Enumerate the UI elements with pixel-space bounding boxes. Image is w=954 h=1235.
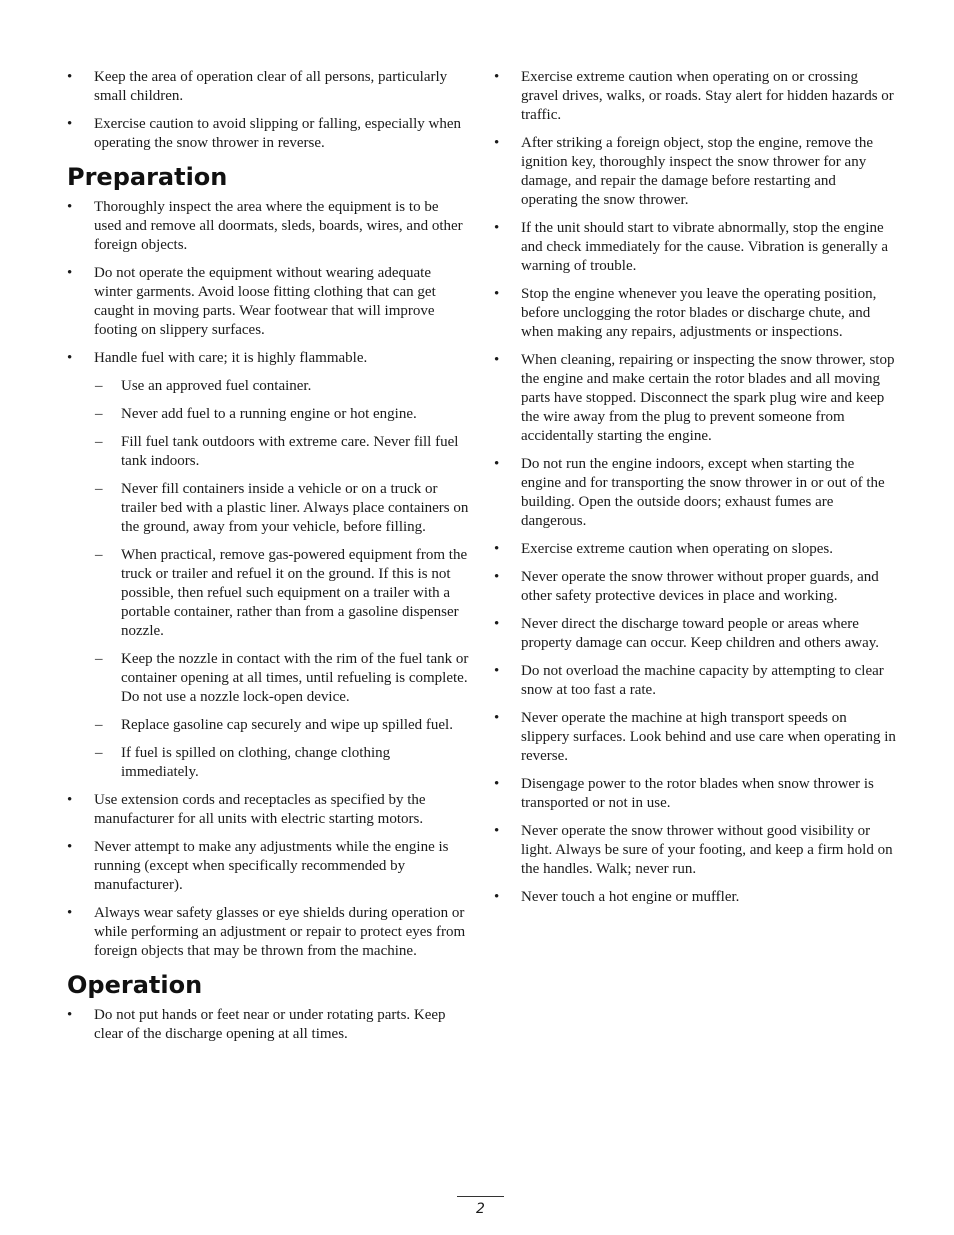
bullet: • [494, 456, 500, 472]
item-text: Do not run the engine indoors, except when starting the engine and for transporting the snow thrower in or out of the building. Open the outside doors; exhaust fumes are dangerous. [521, 456, 885, 529]
bullet: • [494, 823, 500, 839]
sub-list-item [67, 650, 469, 707]
bullet: • [67, 350, 73, 366]
bullet: • [494, 352, 500, 368]
bullet: • [494, 220, 500, 236]
page-number: 2 [457, 1196, 504, 1217]
list-item [67, 838, 469, 895]
item-text: Never operate the machine at high transport speeds on slippery surfaces. Look behind and use care when operating in reverse. [521, 710, 896, 764]
bullet: • [67, 69, 73, 85]
list-item [494, 822, 896, 879]
list-item [494, 134, 896, 210]
item-text: When practical, remove gas-powered equipment from the truck or trailer and refuel it on the ground. If this is not possible, then refuel such equipment on a trailer with a portable container, rather than from a gasoline dispenser nozzle. [121, 547, 468, 639]
item-text: Stop the engine whenever you leave the operating position, before unclogging the rotor blades or discharge chute, and when making any repairs, adjustments or inspections. [521, 286, 877, 340]
bullet: • [67, 792, 73, 808]
item-text: If the unit should start to vibrate abnormally, stop the engine and check immediately for the cause. Vibration is generally a warning of trouble. [521, 220, 889, 274]
item-text: Do not overload the machine capacity by attempting to clear snow at too fast a rate. [521, 663, 884, 698]
item-text: Exercise caution to avoid slipping or falling, especially when operating the snow thrower in reverse. [94, 116, 461, 151]
sub-list-item [67, 744, 469, 782]
bullet: • [67, 905, 73, 921]
item-text: Do not operate the equipment without wearing adequate winter garments. Avoid loose fitting clothing that can get caught in moving parts. Wear footwear that will improve footing on slippery surfaces. [94, 265, 436, 338]
list-item [494, 455, 896, 531]
dash: – [95, 481, 103, 497]
bullet: • [494, 616, 500, 632]
list-item [494, 888, 896, 907]
sub-list-item [67, 716, 469, 735]
item-text: Handle fuel with care; it is highly flammable. [94, 350, 368, 366]
sub-list-item [67, 480, 469, 537]
dash: – [95, 378, 103, 394]
list-item [494, 285, 896, 342]
item-text: Exercise extreme caution when operating on slopes. [521, 541, 833, 557]
sub-list-item [67, 546, 469, 641]
sub-list-item [67, 433, 469, 471]
item-text: Never add fuel to a running engine or hot engine. [121, 406, 417, 422]
bullet: • [494, 135, 500, 151]
item-text: After striking a foreign object, stop the engine, remove the ignition key, thoroughly inspect the snow thrower for any damage, and repair the damage before restarting and operating the snow thrower. [521, 135, 873, 208]
preparation-heading: Preparation [67, 163, 228, 191]
bullet: • [494, 569, 500, 585]
bullet: • [494, 710, 500, 726]
item-text: Fill fuel tank outdoors with extreme care. Never fill fuel tank indoors. [121, 434, 459, 469]
bullet: • [67, 839, 73, 855]
dash: – [95, 547, 103, 563]
list-item [67, 264, 469, 340]
list-item [67, 198, 469, 255]
bullet: • [67, 199, 73, 215]
sub-list-item [67, 405, 469, 424]
left-column [67, 68, 469, 1053]
item-text: Keep the area of operation clear of all persons, particularly small children. [94, 69, 448, 104]
bullet: • [494, 286, 500, 302]
bullet: • [494, 776, 500, 792]
item-text: Thoroughly inspect the area where the equipment is to be used and remove all doormats, sleds, boards, wires, and other foreign objects. [94, 199, 463, 253]
item-text: Use an approved fuel container. [121, 378, 312, 394]
list-item [67, 115, 469, 153]
item-text: Never touch a hot engine or muffler. [521, 889, 740, 905]
item-text: When cleaning, repairing or inspecting the snow thrower, stop the engine and make certain the rotor blades and all moving parts have stopped. Disconnect the spark plug wire and keep the wire away from the plug to prevent someone from accidentally starting the engine. [521, 352, 895, 444]
item-text: Never attempt to make any adjustments while the engine is running (except when specifically recommended by manufacturer). [94, 839, 449, 893]
bullet: • [494, 69, 500, 85]
dash: – [95, 745, 103, 761]
bullet: • [67, 265, 73, 281]
item-text: Never operate the snow thrower without good visibility or light. Always be sure of your footing, and keep a firm hold on the handles. Walk; never run. [521, 823, 893, 877]
dash: – [95, 651, 103, 667]
item-text: Disengage power to the rotor blades when snow thrower is transported or not in use. [521, 776, 874, 811]
item-text: If fuel is spilled on clothing, change clothing immediately. [121, 745, 391, 780]
item-text: Replace gasoline cap securely and wipe up spilled fuel. [121, 717, 453, 733]
list-item [67, 68, 469, 106]
dash: – [95, 406, 103, 422]
list-item [494, 709, 896, 766]
list-item [494, 219, 896, 276]
list-item [67, 791, 469, 829]
item-text: Always wear safety glasses or eye shields during operation or while performing an adjustment or repair to protect eyes from foreign objects that may be thrown from the machine. [94, 905, 466, 959]
list-item [494, 540, 896, 559]
list-item [494, 351, 896, 446]
bullet: • [494, 663, 500, 679]
item-text: Exercise extreme caution when operating on or crossing gravel drives, walks, or roads. Stay alert for hidden hazards or traffic. [521, 69, 894, 123]
bullet: • [494, 889, 500, 905]
item-text: Never fill containers inside a vehicle or on a truck or trailer bed with a plastic liner. Always place containers on the ground, away from your vehicle, before filling. [121, 481, 469, 535]
list-item [494, 662, 896, 700]
list-item [494, 775, 896, 813]
bullet: • [67, 1007, 73, 1023]
item-text: Never direct the discharge toward people or areas where property damage can occur. Keep children and others away. [521, 616, 880, 651]
operation-heading: Operation [67, 971, 203, 999]
list-item [494, 615, 896, 653]
item-text: Keep the nozzle in contact with the rim of the fuel tank or container opening at all times, until refueling is complete. Do not use a nozzle lock-open device. [121, 651, 469, 705]
item-text: Use extension cords and receptacles as specified by the manufacturer for all units with electric starting motors. [94, 792, 426, 827]
right-column [494, 68, 896, 916]
list-item [494, 68, 896, 125]
list-item [67, 904, 469, 961]
dash: – [95, 434, 103, 450]
item-text: Never operate the snow thrower without proper guards, and other safety protective devices in place and working. [521, 569, 879, 604]
bullet: • [494, 541, 500, 557]
list-item [67, 1006, 469, 1044]
list-item [494, 568, 896, 606]
dash: – [95, 717, 103, 733]
bullet: • [67, 116, 73, 132]
list-item [67, 349, 469, 368]
item-text: Do not put hands or feet near or under rotating parts. Keep clear of the discharge opening at all times. [94, 1007, 446, 1042]
sub-list-item [67, 377, 469, 396]
